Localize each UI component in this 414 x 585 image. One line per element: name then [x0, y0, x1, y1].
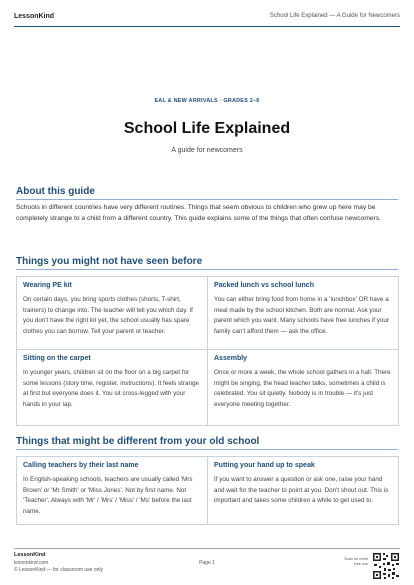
header-brand: LessonKind	[14, 13, 55, 20]
card-title: Wearing PE kit	[23, 282, 72, 289]
card-assembly	[208, 350, 398, 425]
about-body: Schools in different countries have very different routines. Things that seem obvious to children who grew up here may be completely strange to a child from a different country. This guide explains some of the things that often confuse newcomers.	[16, 204, 382, 222]
card-hand-up	[208, 457, 398, 524]
footer-divider	[14, 548, 400, 549]
footer-site-link[interactable]: lessonkind.com	[14, 560, 49, 566]
card-body: On certain days, you bring sports clothes (shorts, T-shirt, trainers) to change into. The teacher will tell you which day. If you don't have the right kit yet, the school usually has spare clothes you can borrow. Tell your parent or teacher.	[23, 296, 193, 335]
card-teacher-names	[17, 457, 207, 524]
footer-copyright: © LessonKind — for classroom use only	[14, 567, 104, 573]
about-divider	[16, 199, 398, 200]
card-title: Assembly	[214, 355, 248, 362]
card-title: Putting your hand up to speak	[214, 462, 315, 469]
page-title: School Life Explained	[123, 120, 291, 137]
card-packed-lunch	[208, 277, 398, 349]
section2-card-grid	[16, 456, 399, 525]
qr-caption: Scan for more free use	[344, 557, 368, 566]
card-body: In younger years, children sit on the floor on a big carpet for some lessons (story time, register, instructions). It feels strange at first but everyone does it. You sit cross-legged with your hands in your lap.	[23, 369, 200, 408]
card-body: In English-speaking schools, teachers are usually called 'Mrs Brown' or 'Mr Smith' or 'Miss Jones'. Not by first name. Not 'Teacher'. Always with 'Mr' / 'Mrs' / 'Miss' / 'Ms' before the last name.	[23, 476, 193, 515]
page-subtitle: A guide for newcomers	[171, 147, 243, 154]
footer-brand: LessonKind	[14, 552, 46, 558]
header-doc-title: School Life Explained — A Guide for Newcomers	[269, 13, 400, 19]
section1-heading: Things you might not have seen before	[16, 256, 203, 267]
page-header	[14, 13, 400, 25]
card-body: You can either bring food from home in a 'lunchbox' OR have a meal made by the school kitchen. Both are normal. Ask your parent which you want. Many schools have free lunches if your family can't afford them — ask the office.	[214, 296, 390, 335]
card-title: Sitting on the carpet	[23, 355, 91, 362]
section2-heading: Things that might be different from your old school	[16, 436, 260, 447]
page-number: Page 1	[199, 560, 215, 566]
section2-divider	[16, 449, 398, 450]
card-pe-kit	[17, 277, 207, 349]
section1-card-grid	[16, 276, 399, 426]
about-heading: About this guide	[16, 186, 95, 197]
card-title: Calling teachers by their last name	[23, 462, 139, 469]
qr-code-icon[interactable]	[372, 552, 400, 580]
grade-tag: EAL & NEW ARRIVALS · GRADES 2–6	[154, 98, 260, 104]
header-divider	[14, 26, 400, 27]
card-carpet	[17, 350, 207, 425]
card-body: Once or more a week, the whole school gathers in a hall. There might be singing, the head teacher talks, sometimes a child is celebrated. You sit quietly. Nobody is in trouble — it's just everyone meeting together.	[214, 369, 391, 408]
section1-divider	[16, 269, 398, 270]
card-body: If you want to answer a question or ask one, raise your hand and wait for the teacher to point at you. Don't shout out. This is important and takes some children a while to get used to.	[214, 476, 389, 504]
card-title: Packed lunch vs school lunch	[214, 282, 314, 289]
